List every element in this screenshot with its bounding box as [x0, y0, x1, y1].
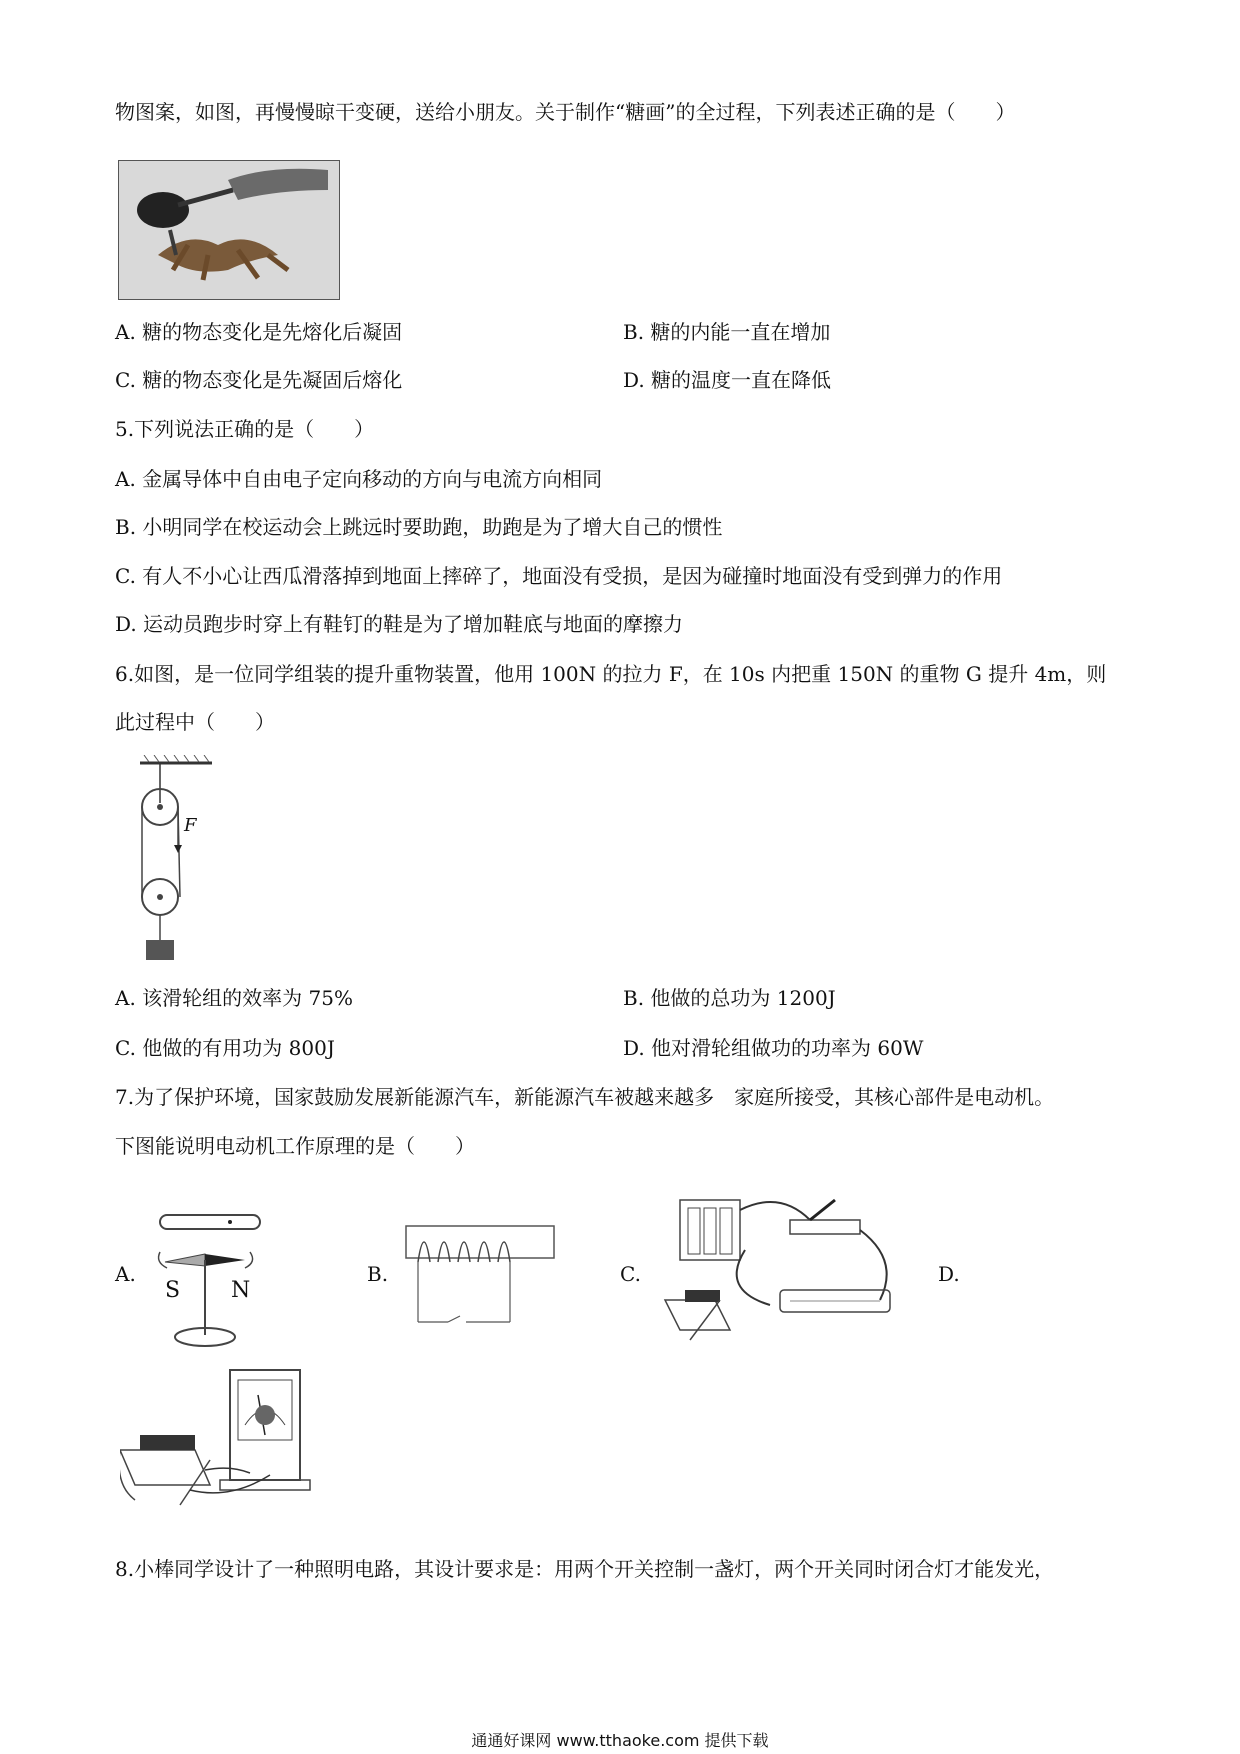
- q4-option-d: D. 糖的温度一直在降低: [623, 368, 832, 392]
- q7-stem-line1: 7.为了保护环境，国家鼓励发展新能源汽车，新能源汽车被越来越多 家庭所接受，其核心部件是电动机。: [115, 1085, 1055, 1109]
- q6-stem-line1: 6.如图，是一位同学组装的提升重物装置，他用 100N 的拉力 F，在 10s 内把重 150N 的重物 G 提升 4m，则: [115, 662, 1107, 686]
- q6-option-a: A. 该滑轮组的效率为 75%: [115, 986, 353, 1010]
- q8-stem-line1: 8.小棒同学设计了一种照明电路，其设计要求是：用两个开关控制一盏灯，两个开关同时闭合灯才能发光，: [115, 1557, 1055, 1581]
- q6-option-d: D. 他对滑轮组做功的功率为 60W: [623, 1036, 924, 1060]
- north-pole-label: N: [231, 1278, 251, 1303]
- south-pole-label: S: [165, 1278, 181, 1303]
- q4-option-c: C. 糖的物态变化是先凝固后熔化: [115, 368, 403, 392]
- pulley-system-figure: [140, 755, 240, 965]
- q7-label-a: A.: [115, 1262, 136, 1286]
- q4-option-b: B. 糖的内能一直在增加: [623, 320, 831, 344]
- solenoid-circuit-figure: [398, 1222, 558, 1332]
- q6-stem-line2: 此过程中（ ）: [115, 710, 275, 734]
- q7-label-b: B.: [367, 1262, 389, 1286]
- q5-option-a: A. 金属导体中自由电子定向移动的方向与电流方向相同: [115, 467, 603, 491]
- q5-stem: 5.下列说法正确的是（ ）: [115, 417, 375, 441]
- q5-option-b: B. 小明同学在校运动会上跳远时要助跑，助跑是为了增大自己的惯性: [115, 515, 723, 539]
- q4-stem-tail: 物图案，如图，再慢慢晾干变硬，送给小朋友。关于制作“糖画”的全过程，下列表述正确的是（ ）: [115, 100, 1016, 124]
- q7-label-d: D.: [938, 1262, 960, 1286]
- motor-circuit-figure: [660, 1190, 910, 1350]
- force-label-f: F: [184, 815, 197, 836]
- generator-galvanometer-figure: [120, 1365, 320, 1515]
- q5-option-d: D. 运动员跑步时穿上有鞋钉的鞋是为了增加鞋底与地面的摩擦力: [115, 612, 684, 636]
- q6-option-c: C. 他做的有用功为 800J: [115, 1036, 335, 1060]
- sugar-painting-photo: [118, 160, 340, 300]
- q5-option-c: C. 有人不小心让西瓜滑落掉到地面上摔碎了，地面没有受损，是因为碰撞时地面没有受到弹力的作用: [115, 564, 1003, 588]
- q7-label-c: C.: [620, 1262, 641, 1286]
- page-footer: 通通好课网 www.tthaoke.com 提供下载: [471, 1731, 769, 1750]
- q7-stem-line2: 下图能说明电动机工作原理的是（ ）: [115, 1134, 475, 1158]
- compass-needle-figure: [145, 1210, 275, 1350]
- q4-option-a: A. 糖的物态变化是先熔化后凝固: [115, 320, 403, 344]
- q6-option-b: B. 他做的总功为 1200J: [623, 986, 836, 1010]
